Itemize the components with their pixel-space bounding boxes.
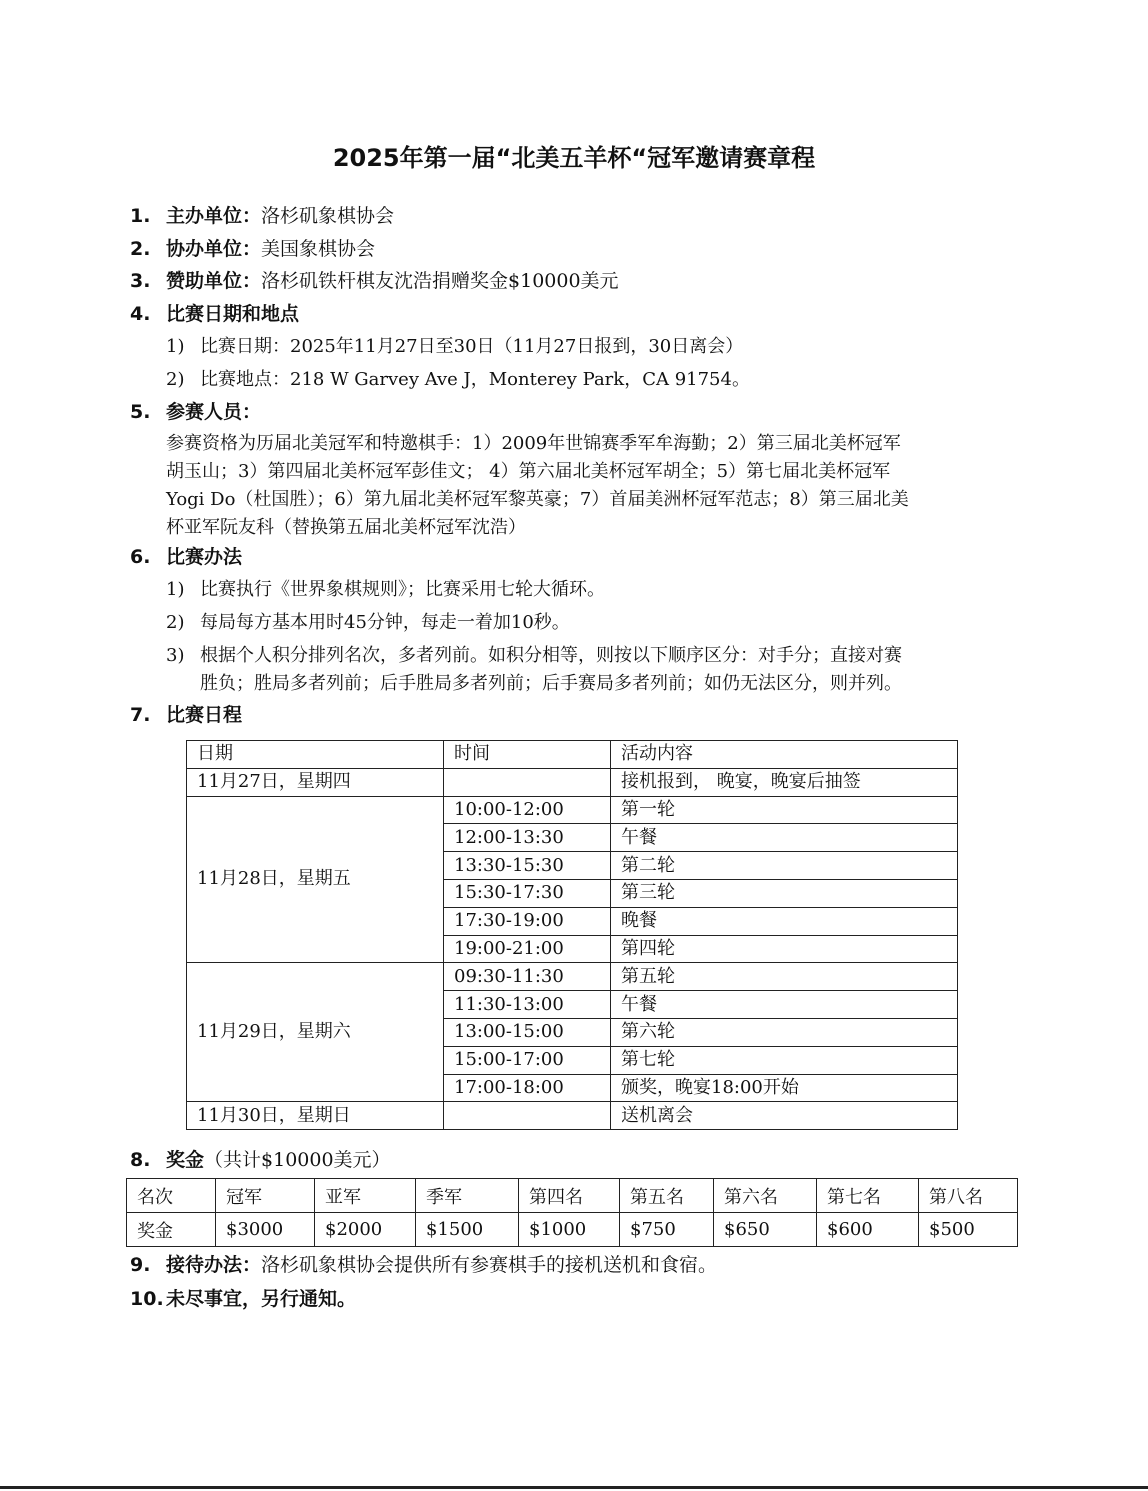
section-text: （共计$10000美元） xyxy=(204,1149,391,1171)
header-cell: 日期 xyxy=(187,741,444,769)
prize-table xyxy=(126,1178,1018,1247)
section-text: 洛杉矶象棋协会 xyxy=(261,205,395,227)
section-label: 奖金 xyxy=(166,1149,205,1171)
participants-paragraph: 参赛资格为历届北美冠军和特邀棋手：1）2009年世锦赛季军牟海勤；2）第三届北美杯冠军 胡玉山；3）第四届北美杯冠军彭佳文； 4）第六届北美杯冠军胡全；5）第七届北美杯冠军 Yogi Do（杜国胜）；6）第九届北美杯冠军黎英豪；7）首届美洲杯冠军范志；8）第三届北美 杯亚军阮友科（替换第五届北美杯冠军沈浩） xyxy=(166,433,909,538)
section-other-matters xyxy=(130,1286,356,1312)
time-cell: 13:30-15:30 xyxy=(444,852,611,880)
prize-cell: 第七名 xyxy=(817,1179,919,1213)
prize-cell: 亚军 xyxy=(315,1179,416,1213)
activity-cell: 送机离会 xyxy=(611,1102,958,1130)
section-label: 赞助单位： xyxy=(166,270,262,292)
prize-rank-row xyxy=(127,1179,1018,1213)
prize-cell: 第五名 xyxy=(620,1179,714,1213)
section-number: 8. xyxy=(130,1149,151,1171)
date-item: 1) 比赛日期：2025年11月27日至30日（11月27日报到，30日离会） xyxy=(166,336,744,357)
section-co-organizer xyxy=(130,236,375,262)
section-competition-rules xyxy=(130,544,242,570)
schedule-table xyxy=(186,740,958,1130)
section-number: 3. xyxy=(130,270,151,292)
table-row xyxy=(187,796,958,824)
activity-cell: 颁奖，晚宴18:00开始 xyxy=(611,1074,958,1102)
date-cell: 11月30日，星期日 xyxy=(187,1102,444,1130)
time-cell: 17:00-18:00 xyxy=(444,1074,611,1102)
date-cell: 11月29日，星期六 xyxy=(187,963,444,1102)
section-prize-money xyxy=(130,1147,391,1173)
header-cell: 时间 xyxy=(444,741,611,769)
section-label: 参赛人员： xyxy=(166,401,262,423)
time-cell: 17:30-19:00 xyxy=(444,907,611,935)
section-organizer xyxy=(130,203,394,229)
activity-cell: 午餐 xyxy=(611,991,958,1019)
activity-cell: 第一轮 xyxy=(611,796,958,824)
rule-item: 1) 比赛执行《世界象棋规则》；比赛采用七轮大循环。 xyxy=(166,579,605,600)
section-date-venue xyxy=(130,301,299,327)
activity-cell: 第三轮 xyxy=(611,879,958,907)
section-reception xyxy=(130,1252,717,1278)
time-cell: 11:30-13:00 xyxy=(444,991,611,1019)
time-cell xyxy=(444,768,611,796)
section-sponsor xyxy=(130,268,619,294)
prize-cell: $650 xyxy=(714,1213,817,1247)
table-header-row xyxy=(187,741,958,769)
activity-cell: 午餐 xyxy=(611,824,958,852)
activity-cell: 第七轮 xyxy=(611,1046,958,1074)
time-cell: 09:30-11:30 xyxy=(444,963,611,991)
venue-item: 2) 比赛地点：218 W Garvey Ave J，Monterey Park，CA 91754。 xyxy=(166,369,750,390)
header-cell: 活动内容 xyxy=(611,741,958,769)
prize-cell: 冠军 xyxy=(216,1179,315,1213)
section-schedule xyxy=(130,702,242,728)
section-label: 比赛办法 xyxy=(166,546,243,568)
page-edge xyxy=(0,1486,1148,1489)
section-participants xyxy=(130,399,261,425)
activity-cell: 第五轮 xyxy=(611,963,958,991)
table-row xyxy=(187,1102,958,1130)
time-cell: 12:00-13:30 xyxy=(444,824,611,852)
prize-cell: 第四名 xyxy=(519,1179,620,1213)
table-row xyxy=(187,768,958,796)
time-cell: 19:00-21:00 xyxy=(444,935,611,963)
prize-cell: $750 xyxy=(620,1213,714,1247)
activity-cell: 第六轮 xyxy=(611,1018,958,1046)
prize-cell: $1000 xyxy=(519,1213,620,1247)
prize-cell: $500 xyxy=(919,1213,1018,1247)
activity-cell: 接机报到， 晚宴，晚宴后抽签 xyxy=(611,768,958,796)
prize-cell: 名次 xyxy=(127,1179,216,1213)
section-number: 1. xyxy=(130,205,151,227)
section-text: 洛杉矶铁杆棋友沈浩捐赠奖金$10000美元 xyxy=(261,270,619,292)
date-cell: 11月27日，星期四 xyxy=(187,768,444,796)
time-cell: 15:00-17:00 xyxy=(444,1046,611,1074)
section-number: 2. xyxy=(130,238,151,260)
prize-cell: $2000 xyxy=(315,1213,416,1247)
section-label: 接待办法： xyxy=(166,1254,262,1276)
section-number: 4. xyxy=(130,303,151,325)
section-text: 美国象棋协会 xyxy=(261,238,376,260)
section-number: 5. xyxy=(130,401,151,423)
prize-amount-row xyxy=(127,1213,1018,1247)
activity-cell: 晚餐 xyxy=(611,907,958,935)
section-number: 9. xyxy=(130,1254,151,1276)
prize-cell: 季军 xyxy=(416,1179,519,1213)
date-cell: 11月28日，星期五 xyxy=(187,796,444,963)
time-cell: 13:00-15:00 xyxy=(444,1018,611,1046)
section-text: 洛杉矶象棋协会提供所有参赛棋手的接机送机和食宿。 xyxy=(261,1254,718,1276)
document-title: 2025年第一届“北美五羊杯“冠军邀请赛章程 xyxy=(332,144,816,172)
section-label: 比赛日程 xyxy=(166,704,243,726)
time-cell xyxy=(444,1102,611,1130)
section-label: 协办单位： xyxy=(166,238,262,260)
rule-item: 2) 每局每方基本用时45分钟，每走一着加10秒。 xyxy=(166,612,570,633)
prize-cell: $1500 xyxy=(416,1213,519,1247)
prize-cell: 奖金 xyxy=(127,1213,216,1247)
activity-cell: 第二轮 xyxy=(611,852,958,880)
activity-cell: 第四轮 xyxy=(611,935,958,963)
prize-cell: 第六名 xyxy=(714,1179,817,1213)
prize-cell: $600 xyxy=(817,1213,919,1247)
prize-cell: 第八名 xyxy=(919,1179,1018,1213)
prize-cell: $3000 xyxy=(216,1213,315,1247)
section-label: 比赛日期和地点 xyxy=(166,303,300,325)
section-label: 未尽事宜，另行通知。 xyxy=(166,1288,357,1310)
time-cell: 10:00-12:00 xyxy=(444,796,611,824)
section-number: 6. xyxy=(130,546,151,568)
section-label: 主办单位： xyxy=(166,205,262,227)
section-number: 10. xyxy=(130,1288,164,1310)
table-row xyxy=(187,963,958,991)
time-cell: 15:30-17:30 xyxy=(444,879,611,907)
rule-item-ranking: 3) 根据个人积分排列名次，多者列前。如积分相等，则按以下顺序区分：对手分；直接对赛 胜负；胜局多者列前；后手胜局多者列前；后手赛局多者列前；如仍无法区分，则并列。 xyxy=(166,645,902,694)
section-number: 7. xyxy=(130,704,151,726)
